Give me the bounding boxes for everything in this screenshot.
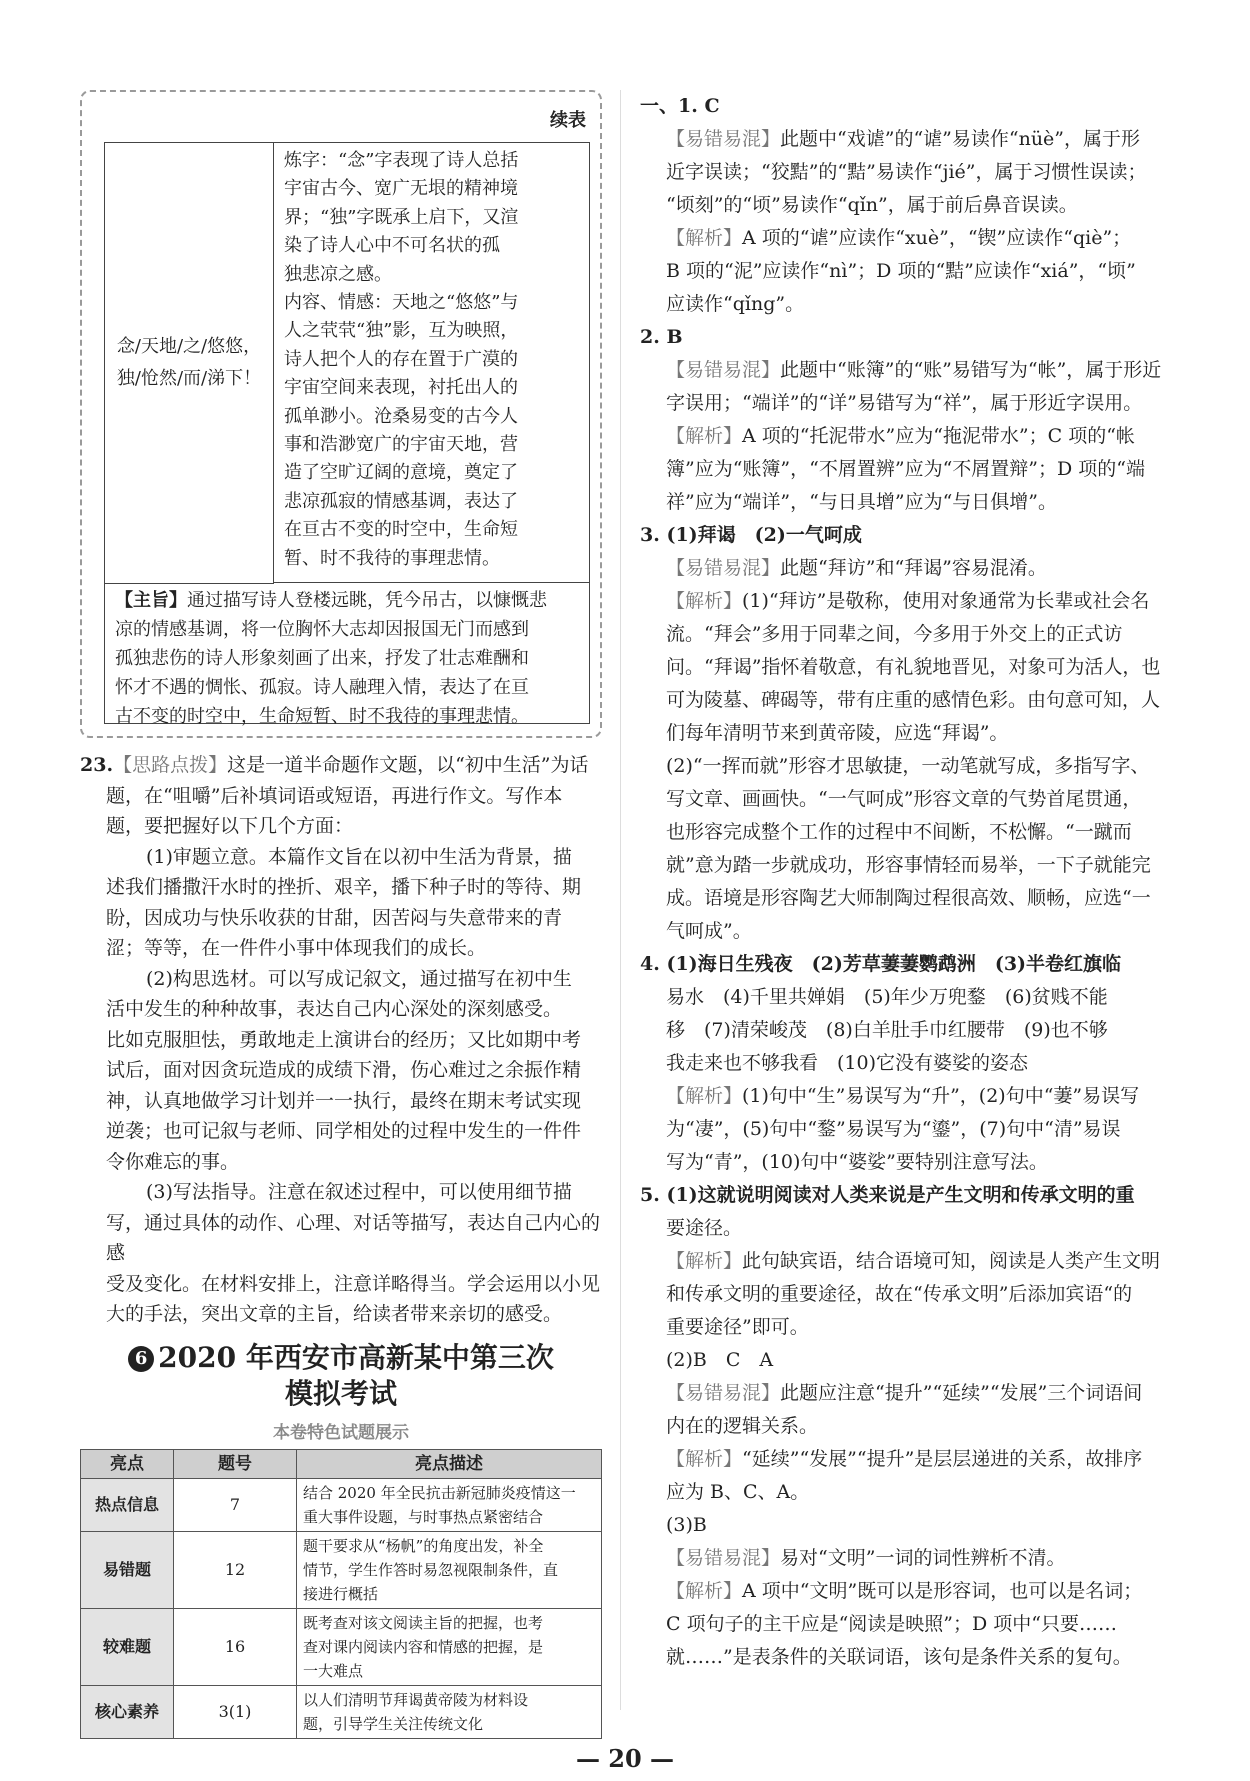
section-heading [80, 1340, 602, 1443]
q23-para-line: 盼，因成功与快乐收获的甘甜，因苦闷与失意带来的青 [106, 906, 563, 929]
answer-line [640, 1476, 1170, 1509]
section-number-badge: 6 [128, 1346, 154, 1372]
analysis-line: 界；“独”字既承上启下，又渲 [284, 206, 519, 228]
answer-label: 【易错易混】 [666, 1547, 781, 1569]
theme-text: 怀才不遇的惆怅、孤寂。诗人融理入情，表达了在亘 [115, 677, 529, 698]
answer-text: A 项的“谑”应读作“xuè”，“锲”应读作“qiè”； [742, 227, 1132, 249]
q23-para-line: 受及变化。在材料安排上，注意详略得当。学会运用以小见 [106, 1272, 601, 1295]
analysis-line: 宇宙空间来表现，衬托出人的 [284, 377, 518, 399]
column-divider [620, 90, 621, 1710]
answer-label: 【解析】 [666, 1250, 743, 1272]
answer-text: 易对“文明”一词的词性辨析不清。 [780, 1547, 1066, 1569]
feature-description-line: 重大事件设题，与时事热点紧密结合 [303, 1507, 544, 1526]
feature-question-number: 16 [174, 1608, 297, 1685]
answer-label: 【易错易混】 [666, 359, 781, 381]
poem-line: 念/天地/之/悠悠， [116, 336, 262, 357]
answer-label: 【解析】 [666, 227, 743, 249]
feature-description [297, 1608, 602, 1685]
answer-label: 【易错易混】 [666, 557, 781, 579]
answer-line [640, 288, 1170, 321]
q23-para-line: 比如克服胆怯，勇敢地走上演讲台的经历；又比如期中考 [106, 1028, 582, 1051]
analysis-line: 暂、时不我待的事理悲情。 [284, 547, 500, 569]
answer-label: 【解析】 [666, 425, 743, 447]
q23-para-line: 逆袭；也可记叙与老师、同学相处的过程中发生的一件件 [106, 1120, 582, 1142]
answer-line [640, 1608, 1170, 1641]
answer-text: “延续”“发展”“提升”是层层递进的关系，故排序 [742, 1448, 1143, 1470]
q23-para-line: (2)构思选材。可以写成记叙文，通过描写在初中生 [146, 967, 572, 990]
answer-label: 【易错易混】 [666, 1382, 781, 1404]
answer-line [640, 1278, 1170, 1311]
answer-label: 【解析】 [666, 1448, 743, 1470]
answer-text: 为“凄”，(5)句中“鍪”易误写为“鎏”，(7)句中“清”易误 [666, 1118, 1121, 1140]
answer-line [640, 156, 1170, 189]
answer-text: 簿”应为“账簿”，“不屑置辨”应为“不屑置辩”；D 项的“端 [666, 458, 1145, 480]
answer-text: 近字误读；“狡黠”的“黠”易读作“jié”，属于习惯性误读； [666, 161, 1147, 183]
theme-text: 通过描写诗人登楼远眺，凭今吊古，以慷慨悲 [187, 590, 547, 611]
feature-header: 亮点 [81, 1449, 174, 1478]
answer-text: (1)句中“生”易误写为“升”，(2)句中“萋”易误写 [742, 1085, 1140, 1107]
answer-text: 问。“拜谒”指怀着敬意，有礼貌地晋见，对象可为活人，也 [666, 656, 1161, 678]
analysis-line: 孤单渺小。沧桑易变的古今人 [284, 405, 518, 427]
feature-row [81, 1478, 602, 1531]
answer-head: 一、1. C [640, 95, 720, 117]
analysis-line: 宇宙古今、宽广无垠的精神境 [284, 178, 518, 200]
answer-text: 写为“青”，(10)句中“婆娑”要特别注意写法。 [666, 1151, 1048, 1173]
feature-highlight: 较难题 [81, 1608, 174, 1685]
answer-line [640, 717, 1170, 750]
q23-para-line: 活中发生的种种故事，表达自己内心深处的深刻感受。 [106, 998, 563, 1020]
left-column [80, 90, 602, 1739]
answer-text: 流。“拜会”多用于同辈之间，今多用于外交上的正式访 [666, 623, 1123, 645]
answer-line: 移 (7)清荣峻茂 (8)白羊肚手巾红腰带 (9)也不够 [666, 1019, 1108, 1041]
analysis-cell [274, 143, 589, 583]
answer-text: A 项中“文明”既可以是形容词，也可以是名词； [742, 1580, 1143, 1602]
answer-line: (2)“一挥而就”形容才思敏捷，一动笔就写成，多指写字、 [666, 755, 1150, 777]
answer-line [640, 585, 1170, 618]
analysis-line: 独悲凉之感。 [284, 263, 392, 285]
answer-text: 重要途径”即可。 [666, 1316, 809, 1338]
q23-para-line: 涩；等等，在一件件小事中体现我们的成长。 [106, 937, 487, 959]
theme-text: 古不变的时空中，生命短暂、时不我待的事理悲情。 [115, 706, 529, 727]
theme-line [115, 673, 579, 702]
q23-para-line: 大的手法，突出文章的主旨，给读者带来亲切的感受。 [106, 1303, 563, 1325]
answer-line [640, 1443, 1170, 1476]
feature-table [80, 1449, 602, 1739]
question-number: 23. [80, 754, 114, 776]
answer-text: B 项的“泥”应读作“nì”；D 项的“黠”应读作“xiá”，“顷” [666, 260, 1136, 282]
answer-head: (2)B C A [666, 1349, 774, 1371]
answer-line [640, 1080, 1170, 1113]
answer-line [640, 684, 1170, 717]
feature-question-number: 3(1) [174, 1685, 297, 1738]
answer-line: 也形容完成整个工作的过程中不间断，不松懈。“一蹴而 [666, 821, 1132, 843]
feature-description-line: 题，引导学生关注传统文化 [303, 1714, 484, 1733]
question-23 [80, 750, 602, 1330]
answer-text: 此句缺宾语，结合语境可知，阅读是人类产生文明 [742, 1250, 1161, 1272]
answer-line [640, 1146, 1170, 1179]
analysis-line: 人之茕茕“独”影，互为映照， [284, 320, 519, 342]
answer-line: 写文章、画画快。“一气呵成”形容文章的气势首尾贯通， [666, 788, 1142, 810]
feature-header: 亮点描述 [297, 1449, 602, 1478]
q23-line [80, 750, 602, 781]
answer-text: C 项句子的主干应是“阅读是映照”；D 项中“只要…… [666, 1613, 1117, 1635]
answer-line: 要途径。 [666, 1217, 743, 1239]
answer-line: 易水 (4)千里共婵娟 (5)年少万兜鍪 (6)贫贱不能 [666, 986, 1108, 1008]
analysis-line: 诗人把个人的存在置于广漠的 [284, 348, 518, 370]
q23-text: 这是一道半命题作文题，以“初中生活”为话 [227, 754, 589, 776]
theme-line [115, 644, 579, 673]
answer-text: (1)“拜访”是敬称，使用对象通常为长辈或社会名 [742, 590, 1150, 612]
section-subtitle: 本卷特色试题展示 [273, 1422, 409, 1443]
answer-line [640, 222, 1170, 255]
answer-label: 【易错易混】 [666, 128, 781, 150]
answer-text: 应读作“qǐng”。 [666, 293, 805, 315]
answer-line [640, 1245, 1170, 1278]
feature-description-line: 题干要求从“杨帆”的角度出发，补全 [303, 1536, 544, 1555]
analysis-line: 造了空旷辽阔的意境，奠定了 [284, 462, 518, 484]
poem-lines-cell [105, 143, 274, 584]
q23-para-line: 述我们播撒汗水时的挫折、艰辛，播下种子时的等待、期 [106, 876, 582, 898]
feature-header: 题号 [174, 1449, 297, 1478]
answer-text: 此题“拜访”和“拜谒”容易混淆。 [780, 557, 1047, 579]
feature-description-line: 接进行概括 [303, 1584, 379, 1603]
q23-text: 题，在“咀嚼”后补填词语或短语，再进行作文。写作本 [106, 784, 563, 807]
answer-line [640, 552, 1170, 585]
answer-line [640, 1641, 1170, 1674]
q23-line [80, 811, 602, 842]
theme-cell [105, 584, 589, 733]
feature-row [81, 1685, 602, 1738]
answer-line [640, 1113, 1170, 1146]
answer-line: 5. (1)这就说明阅读对人类来说是产生文明和传承文明的重 [640, 1184, 1135, 1206]
feature-description [297, 1531, 602, 1608]
section-title-line2: 模拟考试 [284, 1376, 397, 1410]
q23-label: 【思路点拨】 [113, 754, 228, 776]
feature-description [297, 1478, 602, 1531]
answer-line [640, 651, 1170, 684]
analysis-line: 炼字：“念”字表现了诗人总括 [284, 150, 519, 171]
answer-line: 4. (1)海日生残夜 (2)芳草萋萋鹦鹉洲 (3)半卷红旗临 [640, 953, 1122, 975]
answer-text: 此题中“账簿”的“账”易错写为“帐”，属于形近 [780, 359, 1162, 381]
answer-line [640, 486, 1170, 519]
answer-text: 此题应注意“提升”“延续”“发展”三个词语间 [780, 1382, 1143, 1404]
answer-label: 【解析】 [666, 1580, 743, 1602]
feature-description-line: 既考查对该文阅读主旨的把握，也考 [303, 1613, 544, 1632]
feature-question-number: 7 [174, 1478, 297, 1531]
answer-line: 成。语境是形容陶艺大师制陶过程很高效、顺畅，应选“一 [666, 887, 1151, 909]
answer-text: 内在的逻辑关系。 [666, 1415, 819, 1437]
analysis-line: 悲凉孤寂的情感基调，表达了 [284, 490, 518, 512]
theme-text: 孤独悲伤的诗人形象刻画了出来，抒发了壮志难酬和 [115, 648, 529, 669]
theme-text: 凉的情感基调，将一位胸怀大志却因报国无门而感到 [115, 619, 529, 640]
q23-line [80, 781, 602, 812]
theme-line [115, 586, 579, 615]
answer-label: 【解析】 [666, 1085, 743, 1107]
answer-line: 我走来也不够我看 (10)它没有婆娑的姿态 [666, 1052, 1029, 1074]
feature-description-line: 结合 2020 年全民抗击新冠肺炎疫情这一 [303, 1483, 576, 1502]
answer-line: 就”意为踏一步就成功，形容事情轻而易举，一下子就能完 [666, 854, 1151, 876]
feature-question-number: 12 [174, 1531, 297, 1608]
feature-highlight: 核心素养 [81, 1685, 174, 1738]
q23-para-line: 令你难忘的事。 [106, 1150, 240, 1173]
answer-line [640, 1410, 1170, 1443]
answer-line [640, 1377, 1170, 1410]
analysis-line: 染了诗人心中不可名状的孤 [284, 235, 500, 257]
feature-description-line: 查对课内阅读内容和情感的把握，是 [303, 1637, 544, 1656]
analysis-line: 内容、情感：天地之“悠悠”与 [284, 292, 519, 314]
feature-description [297, 1685, 602, 1738]
q23-para-line: (3)写法指导。注意在叙述过程中，可以使用细节描 [146, 1181, 572, 1203]
feature-highlight: 易错题 [81, 1531, 174, 1608]
poem-analysis-table [104, 142, 590, 727]
box-title: 续表 [550, 110, 586, 131]
answer-label: 【解析】 [666, 590, 743, 612]
continued-table-box [80, 90, 602, 738]
poem-line: 独/怆然/而/涕下！ [116, 368, 262, 389]
answer-head: 3. (1)拜谒 (2)一气呵成 [640, 524, 862, 546]
answer-line [640, 1311, 1170, 1344]
answer-text: 应为 B、C、A。 [666, 1481, 810, 1503]
answer-line [640, 387, 1170, 420]
page-number: — 20 — [575, 1744, 675, 1773]
answer-text: A 项的“托泥带水”应为“拖泥带水”；C 项的“帐 [742, 425, 1135, 447]
q23-text: 题，要把握好以下几个方面： [106, 815, 354, 837]
answer-line [640, 420, 1170, 453]
answer-line [640, 189, 1170, 222]
feature-highlight: 热点信息 [81, 1478, 174, 1531]
answer-line [640, 453, 1170, 486]
analysis-line: 事和浩渺宽广的宇宙天地，营 [284, 434, 518, 456]
feature-row [81, 1608, 602, 1685]
q23-para-line: 试后，面对因贪玩造成的成绩下滑，伤心难过之余振作精 [106, 1059, 582, 1081]
theme-line [115, 702, 579, 731]
q23-para-line: 神，认真地做学习计划并一一执行，最终在期末考试实现 [106, 1089, 582, 1112]
answer-line [640, 1542, 1170, 1575]
answer-line: 气呵成”。 [666, 920, 752, 942]
answer-text: 就……”是表条件的关联词语，该句是条件关系的复句。 [666, 1646, 1132, 1668]
answer-text: 此题中“戏谑”的“谑”易读作“nüè”，属于形 [780, 128, 1141, 150]
feature-description-line: 以人们清明节拜谒黄帝陵为材料设 [303, 1690, 529, 1709]
answer-head: (3)B [666, 1514, 707, 1536]
answer-text: 和传承文明的重要途径，故在“传承文明”后添加宾语“的 [666, 1283, 1133, 1305]
theme-label: 【主旨】 [115, 590, 187, 611]
feature-row [81, 1531, 602, 1608]
answer-line [640, 1575, 1170, 1608]
answer-line [640, 618, 1170, 651]
right-column [640, 90, 1170, 1674]
answer-text: 们每年清明节来到黄帝陵，应选“拜谒”。 [666, 722, 1009, 744]
theme-line [115, 615, 579, 644]
answer-text: 字误用；“端详”的“详”易错写为“祥”，属于形近字误用。 [666, 392, 1143, 414]
q23-para-line: 写，通过具体的动作、心理、对话等描写，表达自己内心的感 [106, 1211, 601, 1264]
answer-line [640, 255, 1170, 288]
answer-text: “顷刻”的“顷”易读作“qǐn”，属于前后鼻音误读。 [666, 194, 1078, 216]
feature-description-line: 一大难点 [303, 1661, 364, 1680]
analysis-line: 在亘古不变的时空中，生命短 [284, 519, 518, 541]
answer-text: 祥”应为“端详”，“与日具增”应为“与日俱增”。 [666, 491, 1057, 513]
answer-text: 可为陵墓、碑碣等，带有庄重的感情色彩。由句意可知，人 [666, 689, 1161, 711]
q23-para-line: (1)审题立意。本篇作文旨在以初中生活为背景，描 [146, 845, 572, 868]
feature-description-line: 情节，学生作答时易忽视限制条件，直 [303, 1560, 559, 1579]
answer-line [640, 123, 1170, 156]
answer-head: 2. B [640, 326, 683, 348]
section-title-line1: 2020 年西安市高新某中第三次 [158, 1340, 554, 1374]
answer-line [640, 354, 1170, 387]
